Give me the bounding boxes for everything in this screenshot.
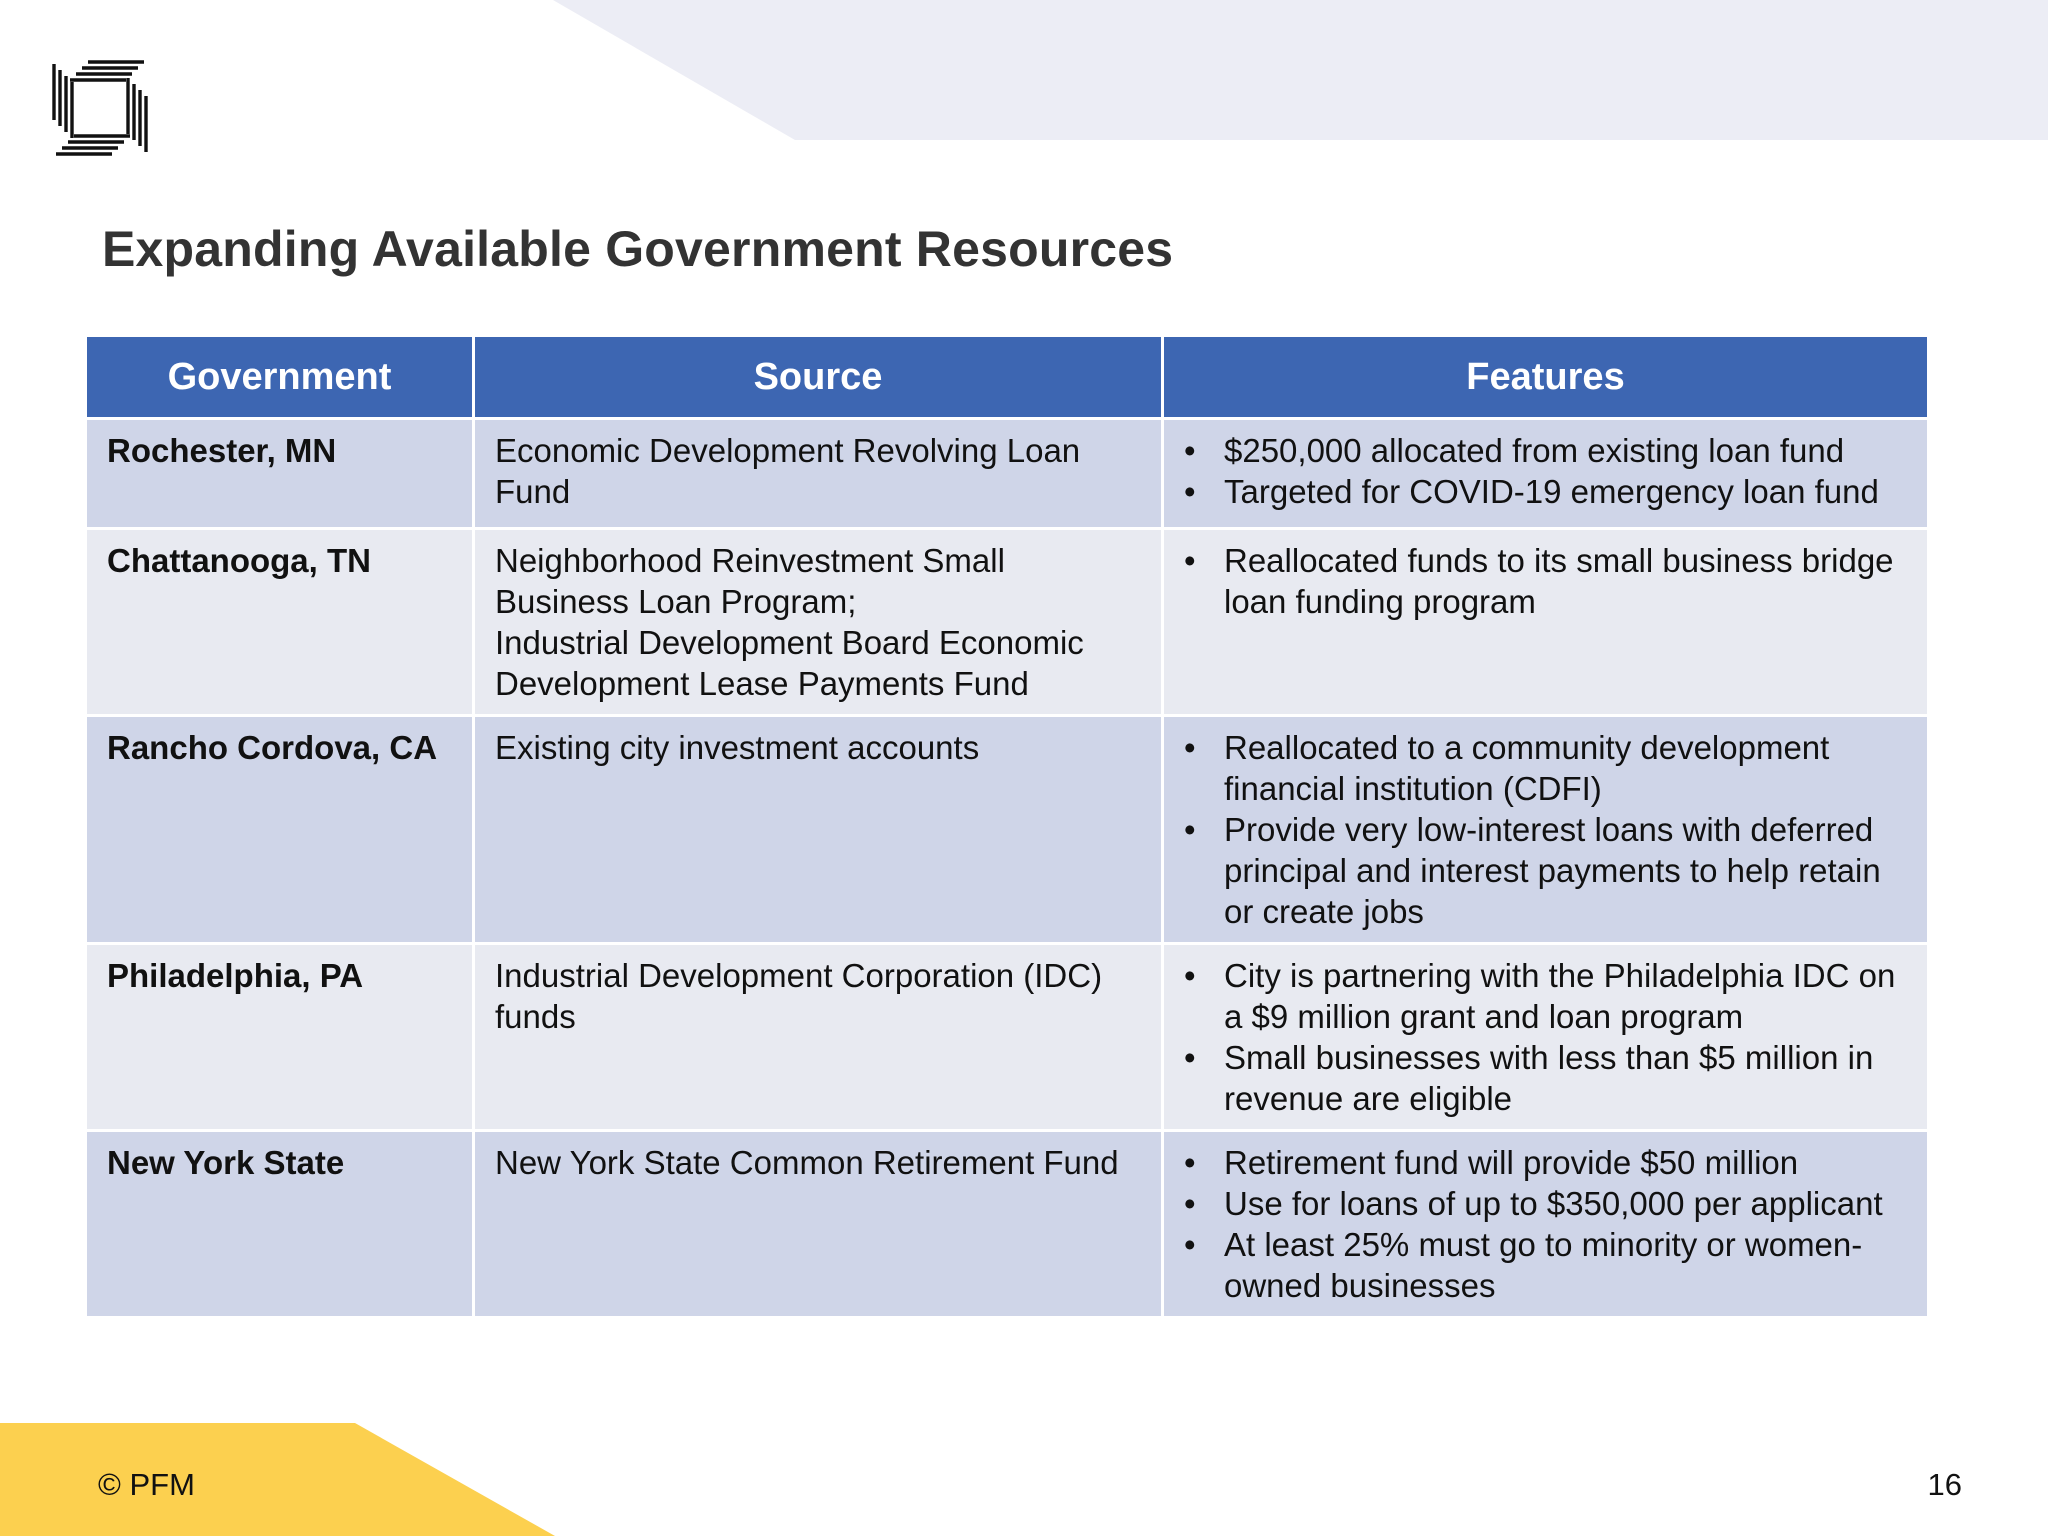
source-text: Industrial Development Corporation (IDC) funds [495, 957, 1103, 1035]
table-row [86, 529, 1929, 716]
government-cell: Chattanooga, TN [86, 529, 474, 716]
government-cell: Rancho Cordova, CA [86, 716, 474, 944]
features-cell [1163, 944, 1929, 1131]
feature-bullet: • Small businesses with less than $5 million in revenue are eligible [1224, 1037, 1909, 1119]
feature-bullet: • At least 25% must go to minority or women-owned businesses [1224, 1224, 1909, 1306]
source-text: New York State Common Retirement Fund [495, 1144, 1119, 1181]
source-cell [474, 716, 1163, 944]
features-cell [1163, 716, 1929, 944]
features-cell [1163, 1131, 1929, 1318]
table-row [86, 1131, 1929, 1318]
source-cell [474, 529, 1163, 716]
source-cell [474, 419, 1163, 529]
source-text: Industrial Development Board Economic Development Lease Payments Fund [495, 624, 1084, 702]
government-cell: New York State [86, 1131, 474, 1318]
features-cell [1163, 529, 1929, 716]
table-row [86, 419, 1929, 529]
resources-table [84, 334, 1930, 1319]
feature-bullet: • $250,000 allocated from existing loan fund [1224, 430, 1909, 471]
feature-bullet: • City is partnering with the Philadelphia IDC on a $9 million grant and loan program [1224, 955, 1909, 1037]
column-header-source: Source [474, 336, 1163, 419]
feature-bullet: • Retirement fund will provide $50 million [1224, 1142, 1909, 1183]
column-header-government: Government [86, 336, 474, 419]
source-cell [474, 944, 1163, 1131]
feature-bullet: • Reallocated to a community development financial institution (CDFI) [1224, 727, 1909, 809]
source-cell [474, 1131, 1163, 1318]
features-cell [1163, 419, 1929, 529]
table-header-row [86, 336, 1929, 419]
feature-bullet: • Targeted for COVID-19 emergency loan fund [1224, 471, 1909, 512]
bottom-yellow-band [0, 1423, 560, 1536]
source-text: Economic Development Revolving Loan Fund [495, 432, 1081, 510]
copyright-notice: © PFM [98, 1467, 195, 1502]
government-cell: Philadelphia, PA [86, 944, 474, 1131]
pinwheel-logo-icon [44, 52, 156, 164]
table-row [86, 944, 1929, 1131]
column-header-features: Features [1163, 336, 1929, 419]
feature-bullet: • Use for loans of up to $350,000 per applicant [1224, 1183, 1909, 1224]
slide-title: Expanding Available Government Resources [102, 221, 1174, 277]
feature-bullet: • Reallocated funds to its small business bridge loan funding program [1224, 540, 1909, 622]
source-text: Neighborhood Reinvestment Small Business Loan Program; [495, 542, 1005, 620]
page-number: 16 [1927, 1467, 1962, 1502]
top-decorative-band [0, 0, 2048, 140]
table-row [86, 716, 1929, 944]
government-cell: Rochester, MN [86, 419, 474, 529]
feature-bullet: • Provide very low-interest loans with deferred principal and interest payments to help retain or create jobs [1224, 809, 1909, 932]
source-text: Existing city investment accounts [495, 729, 980, 766]
